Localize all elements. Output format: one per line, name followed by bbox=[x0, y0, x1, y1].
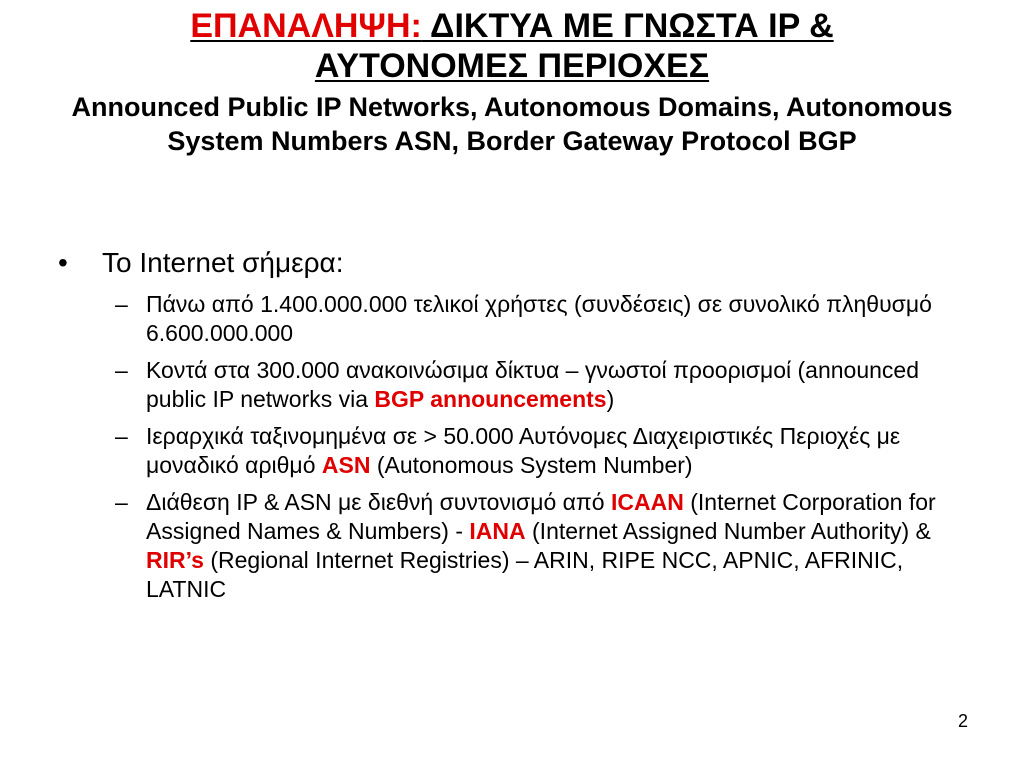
sub-bullet-text-part: ) bbox=[606, 386, 615, 412]
dash-mark: – bbox=[115, 357, 128, 383]
bullet-text: Το Internet σήμερα: bbox=[102, 247, 344, 278]
sub-bullet-item bbox=[115, 356, 978, 414]
sub-bullet-text-part: (Internet Assigned Number Authority) & bbox=[532, 518, 931, 544]
sub-bullet-list bbox=[115, 290, 978, 604]
sub-bullet-item bbox=[115, 290, 978, 348]
slide-title-line-2: ΑΥΤΟΝΟΜΕΣ ΠΕΡΙΟΧΕΣ bbox=[314, 47, 710, 85]
dash-mark: – bbox=[115, 489, 128, 515]
sub-bullet-text bbox=[146, 422, 978, 480]
sub-bullet-text-part: Ιεραρχικά ταξινομημένα σε > 50.000 Αυτόνομες Διαχειριστικές Περιοχές με μοναδικό αριθμό bbox=[146, 423, 901, 478]
slide-title-line-1 bbox=[40, 6, 984, 46]
highlight-bgp-announcements: BGP announcements bbox=[374, 386, 607, 412]
slide-subtitle: Announced Public IP Networks, Autonomous Domains, Autonomous System Numbers ASN, Border Gateway Protocol BGP bbox=[71, 92, 953, 156]
bullet-item bbox=[58, 246, 978, 280]
highlight-iana: IANA bbox=[469, 518, 526, 544]
dash-mark: – bbox=[115, 291, 128, 317]
sub-bullet-text: Πάνω από 1.400.000.000 τελικοί χρήστες (συνδέσεις) σε συνολικό πληθυσμό 6.600.000.000 bbox=[146, 291, 932, 346]
sub-bullet-item bbox=[115, 488, 978, 604]
sub-bullet-text-part: Κοντά στα 300.000 ανακοινώσιμα δίκτυα – γνωστοί προορισμοί (announced public IP networks via bbox=[146, 357, 919, 412]
page-number: 2 bbox=[957, 711, 968, 731]
sub-bullet-text-part: (Internet Corporation for Assigned Names & Numbers) - bbox=[146, 489, 936, 544]
title-line-1-text: ΔΙΚΤΥΑ ΜΕ ΓΝΩΣΤΑ IP & bbox=[430, 7, 834, 45]
sub-bullet-text-part: Διάθεση IP & ASN με διεθνή συντονισμό από bbox=[146, 489, 605, 515]
sub-bullet-text-part: (Regional Internet Registries) – ARIN, RIPE NCC, APNIC, AFRINIC, LATNIC bbox=[146, 547, 904, 602]
highlight-icaan: ICAAN bbox=[611, 489, 684, 515]
bullet-mark: • bbox=[58, 247, 68, 278]
slide-title-block bbox=[40, 6, 984, 158]
title-prefix: ΕΠΑΝΑΛΗΨΗ: bbox=[190, 7, 422, 45]
sub-bullet-text-part: (Autonomous System Number) bbox=[376, 452, 693, 478]
highlight-asn: ASN bbox=[321, 452, 371, 478]
dash-mark: – bbox=[115, 423, 128, 449]
sub-bullet-item bbox=[115, 422, 978, 480]
slide-content bbox=[58, 246, 978, 612]
sub-bullet-text bbox=[146, 356, 978, 414]
highlight-rirs: RIR’s bbox=[146, 547, 204, 573]
sub-bullet-text bbox=[146, 488, 978, 604]
